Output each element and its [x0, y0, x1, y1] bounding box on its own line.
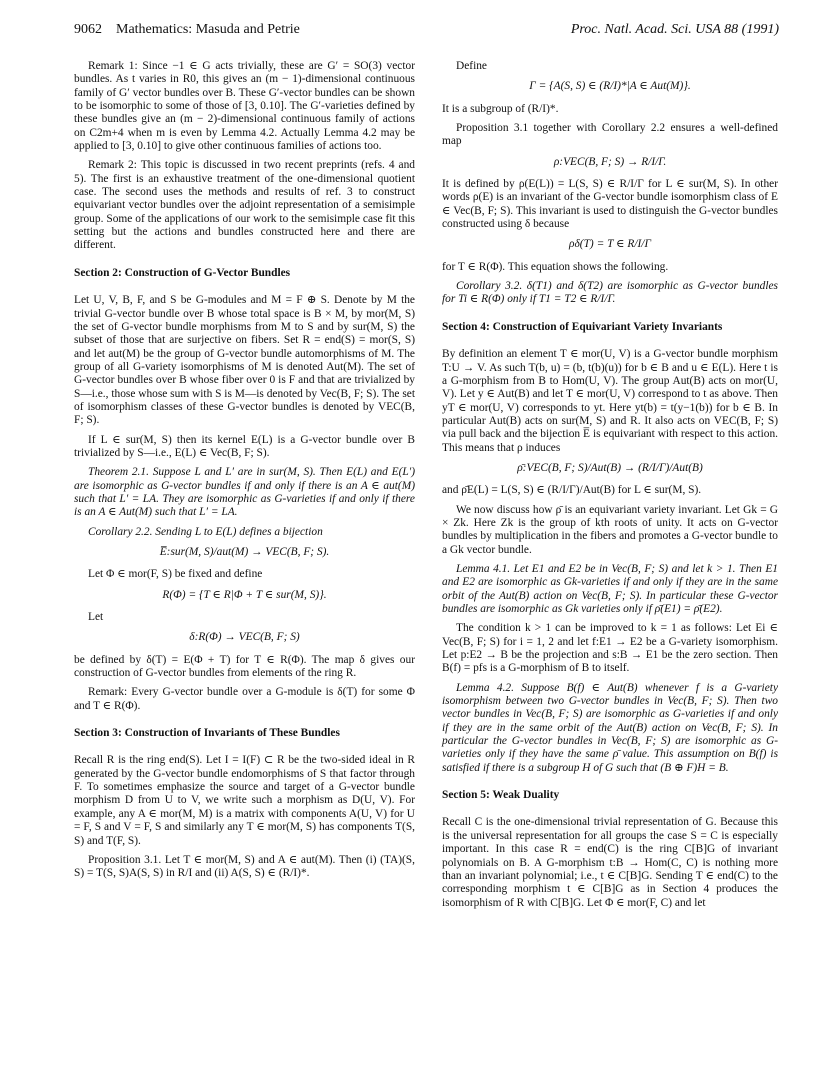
- equation-rho: ρ:VEC(B, F; S) → R/I/Γ.: [553, 155, 667, 168]
- equation-gamma: Γ = {A(S, S) ∈ (R/I)*|A ∈ Aut(M)}.: [529, 80, 691, 93]
- journal-citation: Proc. Natl. Acad. Sci. USA 88 (1991): [570, 22, 779, 37]
- section-2-paragraph-2: If L ∈ sur(M, S) then its kernel E(L) is a G-vector bundle over B trivialized by S—i.e., E(L) ∈ Vec(B, F; S).: [74, 433, 415, 459]
- rho-definition: It is defined by ρ(E(L)) = L(S, S) ∈ R/I/Γ for L ∈ sur(M, S). In other words ρ(E) is an invariant of the G-vector bundle isomorphism class of E ∈ Vec(B, F; S). This invariant is used to distinguish the G-vector bundles constructed using δ because: [442, 178, 778, 231]
- section-3-paragraph-1: Recall R is the ring end(S). Let I = I(F) ⊂ R be the two-sided ideal in R generated by the G-vector bundle endomorphisms of S that factor through F. To sometimes emphasize the source and target of a G-vector bundle morphism D from U to V, we write such a morphism as D(U, V). For example, any A ∈ mor(M, M) is a matrix with components A(U, V) for U = F, S and V = F, S and similarly any T ∈ mor(M, S) has components T(S, S) and T(F, S).: [74, 754, 415, 847]
- proposition-with-corollary: Proposition 3.1 together with Corollary 2.2 ensures a well-defined map: [442, 122, 778, 148]
- section-4-heading: Section 4: Construction of Equivariant Variety Invariants: [442, 320, 723, 333]
- for-T-line: for T ∈ R(Φ). This equation shows the following.: [442, 260, 669, 273]
- lemma-4-1: Lemma 4.1. Let E1 and E2 be in Vec(B, F; S) and let k > 1. Then E1 and E2 are isomorphic as Gk-varieties if and only if they are in the same orbit of the Aut(B) action on Vec(B, F; S). In particular these G-vector bundles are isomorphic as Gk varieties only if ρ̄(E1) = ρ̄(E2).: [442, 562, 778, 615]
- page-header: [74, 22, 779, 42]
- running-title: Mathematics: Masuda and Petrie: [116, 22, 300, 37]
- remark-3: Remark: Every G-vector bundle over a G-module is δ(T) for some Φ and T ∈ R(Φ).: [74, 686, 415, 712]
- let-line: Let: [88, 611, 104, 624]
- equation-R-phi: R(Φ) = {T ∈ R|Φ + T ∈ sur(M, S)}.: [162, 588, 327, 601]
- section-4-paragraph-1: By definition an element T ∈ mor(U, V) is a G-vector bundle morphism T:U → V. As such T(b, u) = (b, t(b)(u)) for b ∈ B and u ∈ E(L). Here t is a G-morphism from B to Hom(U, V). The group Aut(B) acts on mor(U, V). Let y ∈ Aut(B) and let T ∈ mor(U, V) correspond to t as above. Then yT ∈ mor(U, V) corresponds to yt. Here yt(b) = t(y−1(b)) for b ∈ B. In particular Aut(B) acts on sur(M, S) and R. It also acts on VEC(B, F; S) via pull back and the bijection E̅ is equivariant with respect to this action. This means that ρ induces: [442, 348, 778, 454]
- section-4-paragraph-3: The condition k > 1 can be improved to k = 1 as follows: Let Ei ∈ Vec(B, F; S) for i = 1, 2 and let f:E1 → E2 be a G-variety isomorphism. Let p:E2 → B be the projection and s:B → E1 be the zero section. Then B(f) = pfs is a G-morphism of B to itself.: [442, 622, 778, 675]
- left-column: [74, 60, 415, 887]
- remark-2: Remark 2: This topic is discussed in two recent preprints (refs. 4 and 5). The first is an exhaustive treatment of the one-dimensional quotient case. The second uses the methods and results of ref. 3 to construct equivariant vector bundles over the adjoint representation of a semisimple group. Some of the applications of our work to the semisimple case fit this setting but the actions and bundles constructed here and there are different.: [74, 159, 415, 252]
- remark-1: Remark 1: Since −1 ∈ G acts trivially, these are G′ = SO(3) vector bundles. As t varies in R0, this gives an (m − 1)-dimensional continuous family of G′ vector bundles over B. These G′-vector bundles can be shown to be isomorphic to some of those of [3, 0.10]. The G′-varieties defined by these bundles give an (m − 2)-dimensional continuous family of actions on C2m+4 when m is even by Lemma 4.2. Actually Lemma 4.2 may be applied to [3, 0.10] to give other continuous families of actions too.: [74, 60, 415, 153]
- section-5-heading: Section 5: Weak Duality: [442, 789, 560, 802]
- page-number: 9062: [74, 22, 102, 37]
- section-2-paragraph-1: Let U, V, B, F, and S be G-modules and M = F ⊕ S. Denote by M the trivial G-vector bundle over B whose total space is B × M, by mor(M, S) the set of G-vector bundle morphisms from M to S and by sur(M, S) the subset of those that are surjective on fibers. Set R = end(S) = mor(S, S) and let aut(M) be the group of G-vector bundle automorphisms of M. The group of all G-variety isomorphisms of M is denoted Aut(M). The set of G-vector bundles over B whose fiber over 0 is F and that are trivialized by S—i.e., those whose sum with S is M—is denoted by Vec(B, F; S). The set of isomorphism classes of these G-vector bundles is denoted by VEC(B, F; S).: [74, 294, 415, 427]
- proposition-3-1: Proposition 3.1. Let T ∈ mor(M, S) and A ∈ aut(M). Then (i) (TA)(S, S) = T(S, S)A(S, S) in R/I and (ii) A(S, S) ∈ (R/I)*.: [74, 853, 415, 880]
- equation-delta: δ:R(Φ) → VEC(B, F; S): [189, 631, 300, 644]
- section-2-paragraph-3: Let Φ ∈ mor(F, S) be fixed and define: [88, 568, 263, 581]
- equation-rho-bar: ρ̄:VEC(B, F; S)/Aut(B) → (R/I/Γ)/Aut(B): [517, 461, 703, 474]
- equation-bijection: E̅:sur(M, S)/aut(M) → VEC(B, F; S).: [159, 546, 330, 558]
- corollary-3-2: Corollary 3.2. δ(T1) and δ(T2) are isomorphic as G-vector bundles for Ti ∈ R(Φ) only if T1 = T2 ∈ R/I/Γ.: [442, 280, 778, 306]
- subgroup-line: It is a subgroup of (R/I)*.: [442, 102, 559, 115]
- section-5-paragraph-1: Recall C is the one-dimensional trivial representation of G. Because this is the universal representation for all groups the case S = C is especially important. In this case R = end(C) is the ring C[B]G of invariant polynomials on B. A G-morphism t:B → Hom(C, C) is nothing more than an invariant polynomial; i.e., t ∈ C[B]G. Sending T ∈ end(C) to the corresponding morphism t ∈ C[B]G as in Section 4 produces the isomorphism of R with C[B]G. Let Φ ∈ mor(F, C) and let: [442, 816, 778, 909]
- section-2-paragraph-4: be defined by δ(T) = E(Φ + T) for T ∈ R(Φ). The map δ gives our construction of G-vector bundles from elements of the ring R.: [74, 653, 415, 680]
- equation-rho-delta: ρδ(T) = T ∈ R/I/Γ: [569, 238, 651, 251]
- header-left: [74, 22, 300, 38]
- corollary-2-2: Corollary 2.2. Sending L to E(L) defines a bijection: [88, 525, 323, 538]
- right-column: [442, 60, 778, 916]
- section-4-paragraph-2: We now discuss how ρ̄ is an equivariant variety invariant. Let Gk = G × Zk. Here Zk is the group of kth roots of unity. It acts on G-vector bundles by multiplication in the fibers and promotes a G-vector bundle to a Gk vector bundle.: [442, 503, 778, 556]
- section-3-heading: Section 3: Construction of Invariants of These Bundles: [74, 727, 340, 740]
- section-2-heading: Section 2: Construction of G-Vector Bundles: [74, 266, 291, 279]
- rho-bar-definition: and ρ̄E(L) = L(S, S) ∈ (R/I/Γ)/Aut(B) for L ∈ sur(M, S).: [442, 484, 702, 497]
- lemma-4-2: Lemma 4.2. Suppose B(f) ∈ Aut(B) whenever f is a G-variety isomorphism between two G-vector bundles in Vec(B, F; S). Then two vector bundles in Vec(B, F; S) are isomorphic as G-varieties if and only if they are in the same orbit of the Aut(B) action on Vec(B, F; S). In particular the G-vector bundles in Vec(B, F; S) are isomorphic as G-varieties only if they have the same ρ̄ value. This assumption on B(f) is satisfied if there is a subgroup H of G such that (B ⊕ F)H = B.: [442, 681, 778, 774]
- theorem-2-1: Theorem 2.1. Suppose L and L′ are in sur(M, S). Then E(L) and E(L′) are isomorphic as G-vector bundles if and only if there is an A ∈ aut(M) such that L′ = LA. They are isomorphic as G-varieties if and only if there is an A ∈ Aut(M) such that L′ = LA.: [74, 466, 415, 519]
- define-line: Define: [456, 60, 487, 72]
